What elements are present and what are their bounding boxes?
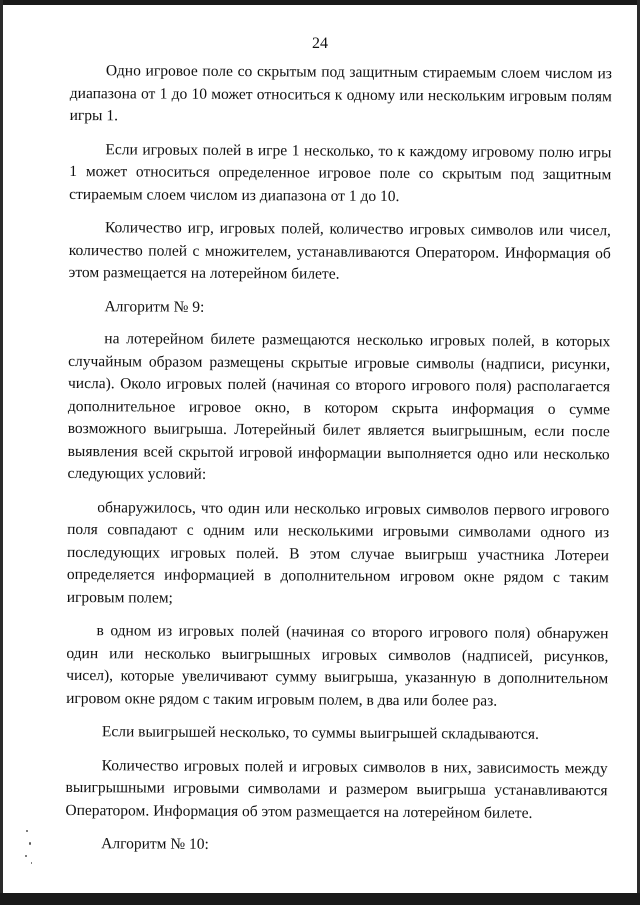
paragraph-operator-settings: Количество игровых полей и игровых символов в них, зависимость между выигрышными игровыми символами и размером выигрыша устанавливаются Оператором. Информация об этом размещается на лотерейном билете. xyxy=(65,756,608,822)
paragraph-condition-2: в одном из игровых полей (начиная со второго игрового поля) обнаружен один или несколько выигрышных игровых символов (надписей, рисунков, чисел), которые увеличивают сумму выигрыша, указанную в дополнительном игровом окне рядом с таким игровым полем, в два или более раз. xyxy=(66,622,609,710)
scan-specks xyxy=(20,828,40,868)
speck-4 xyxy=(31,862,32,864)
paragraph-algorithm-9-description: на лотерейном билете размещаются несколько игровых полей, в которых случайным образом размещены скрытые игровые символы (надписи, рисунки, числа). Около игровых полей (начиная со второго игрового поля) располагается дополнительное игровое окно, в котором скрыта информация о сумме возможного выигрыша. Лотерейный билет является выигрышным, если после выявления всей скрытой игровой информации выполняется одно или несколько следующих условий: xyxy=(67,330,611,483)
speck-1 xyxy=(26,830,28,832)
document-body xyxy=(65,60,612,869)
page-number: 24 xyxy=(312,35,328,52)
algorithm-10-heading: Алгоритм № 10: xyxy=(101,835,209,853)
speck-3 xyxy=(25,855,27,857)
paragraph-condition-1: обнаружилось, что один или несколько игровых символов первого игрового поля совпадают с одним или несколькими игровыми символами одного из последующих игровых полей. В этом случае выигрыш участника Лотереи определяется информацией в дополнительном игровом окне рядом с таким игровым полем; xyxy=(66,498,610,607)
scan-border-top xyxy=(0,0,640,5)
paragraph-1: Одно игровое поле со скрытым под защитным стираемым слоем числом из диапазона от 1 до 10 может относиться к одному или нескольким игровым полям игры 1. xyxy=(69,62,612,125)
paragraph-winnings-sum: Если выигрышей несколько, то суммы выигрышей складываются. xyxy=(101,723,539,743)
algorithm-9-heading: Алгоритм № 9: xyxy=(104,297,205,316)
paragraph-3: Количество игр, игровых полей, количество игровых символов или чисел, количество полей с множителем, устанавливаются Оператором. Информация об этом размещается на лотерейном билете. xyxy=(68,219,612,283)
scan-border-left xyxy=(0,0,3,905)
speck-2 xyxy=(29,842,31,845)
paragraph-2: Если игровых полей в игре 1 несколько, то к каждому игровому полю игры 1 может относиться определенное игровое поле со скрытым под защитным стираемым слоем числом из диапазона от 1 до 10. xyxy=(69,140,612,205)
scan-border-bottom xyxy=(0,893,640,905)
